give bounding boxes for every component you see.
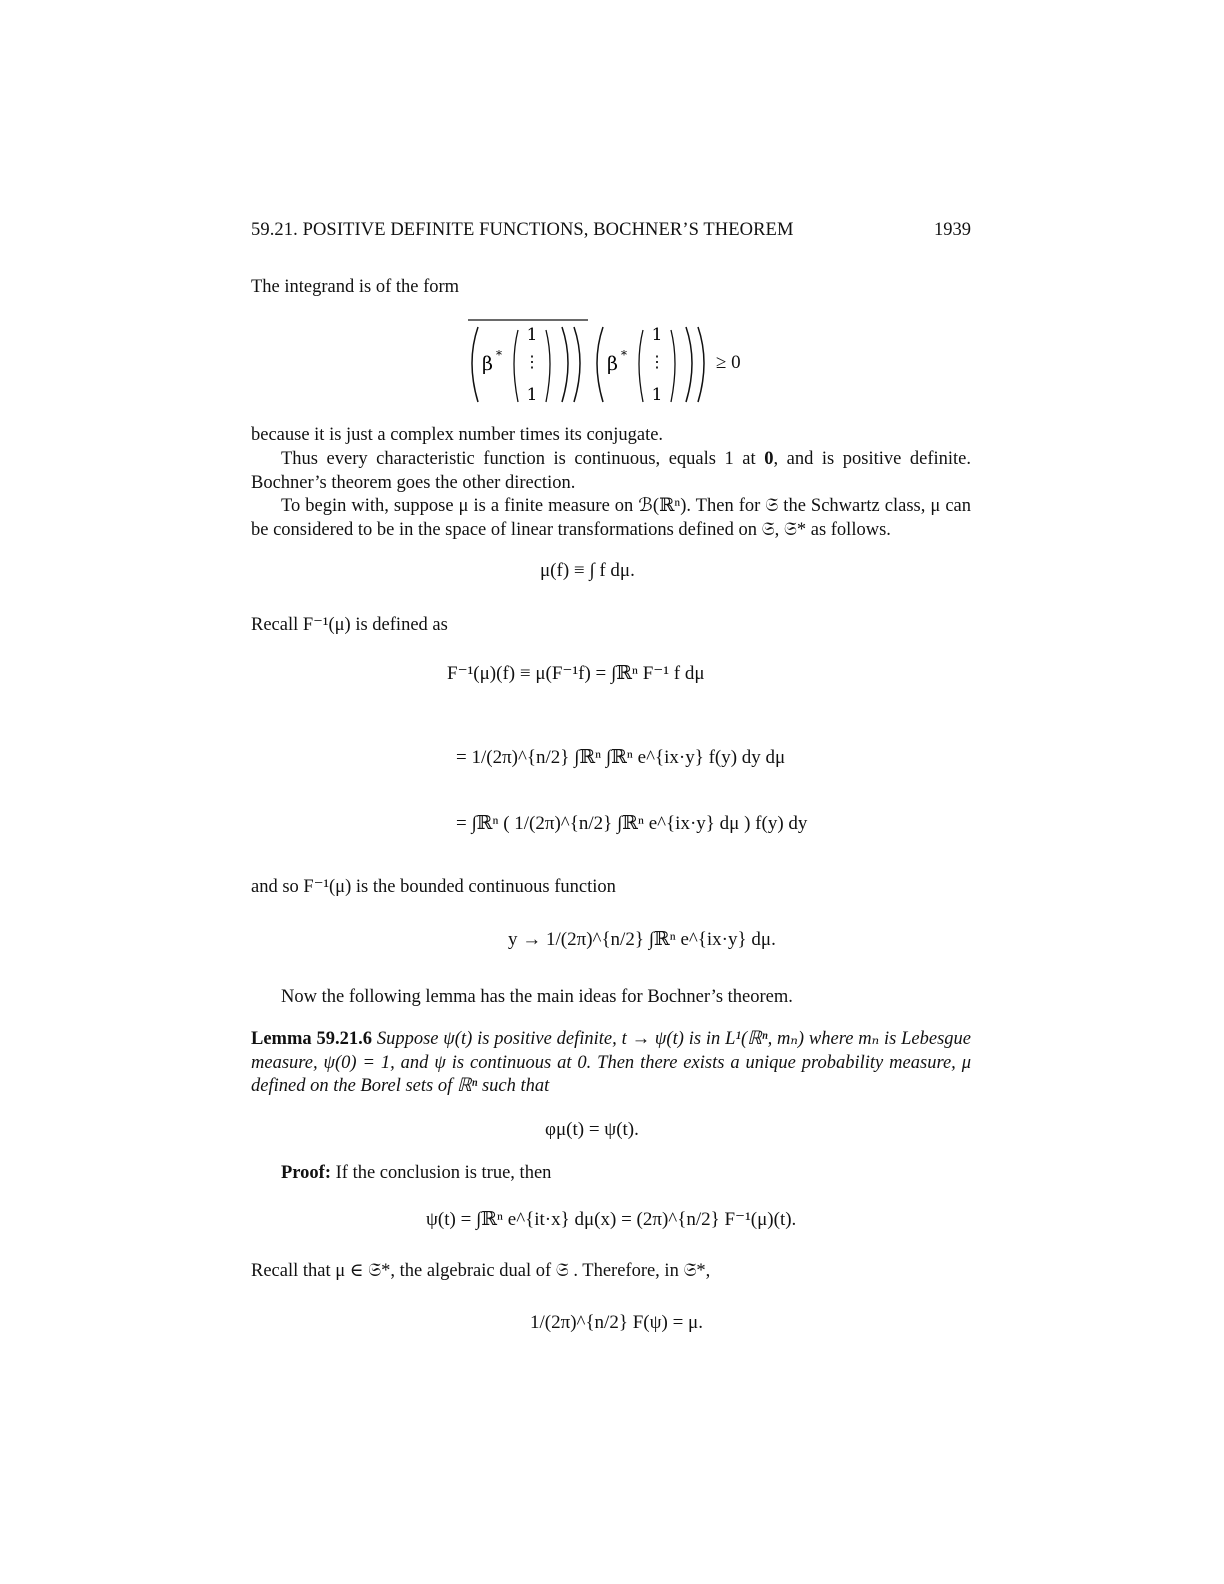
proof-paragraph [251,1162,971,1186]
paragraph-bounded-continuous: and so F⁻¹(μ) is the bounded continuous function [251,877,616,897]
equation-double-integral: = 1/(2π)^{n/2} ∫ℝⁿ ∫ℝⁿ e^{ix·y} f(y) dy dμ [456,747,786,768]
equation-mu-f: μ(f) ≡ ∫ f dμ. [540,560,635,581]
equation-fourier-psi: 1/(2π)^{n/2} F(ψ) = μ. [530,1312,703,1333]
svg-text:β: β [607,353,618,375]
p3-zero-bold: 0 [764,449,774,469]
paragraph-conjugate: because it is just a complex number times its conjugate. [251,425,664,445]
equation-inverse-def: F⁻¹(μ)(f) ≡ μ(F⁻¹f) = ∫ℝⁿ F⁻¹ f dμ [447,663,705,684]
section-title: 59.21. POSITIVE DEFINITE FUNCTIONS, BOCHNER’S THEOREM [251,220,794,240]
svg-text:*: * [621,348,627,362]
proof-label: Proof: [281,1163,331,1183]
paragraph-integrand: The integrand is of the form [251,277,460,297]
svg-text:*: * [496,348,502,362]
proof-text: If the conclusion is true, then [331,1163,552,1183]
paragraph-schwartz: To begin with, suppose μ is a finite measure on ℬ(ℝⁿ). Then for 𝔖 the Schwartz class, μ can be considered to be in the space of linear transformations defined on 𝔖, 𝔖* as follows. [251,496,971,540]
svg-text:1: 1 [526,385,538,405]
p3-text-c: , and is positive definite. Bochner’s theorem goes the other direction. [251,449,971,493]
paragraph-characteristic [251,448,971,495]
paragraph-algebraic-dual: Recall that μ ∈ 𝔖*, the algebraic dual of 𝔖 . Therefore, in 𝔖*, [251,1261,711,1281]
page-number: 1939 [934,220,971,240]
svg-text:⋮: ⋮ [649,352,665,371]
equation-integrand-form [466,312,766,412]
lemma-label: Lemma 59.21.6 [251,1029,372,1049]
equation-psi-integral: ψ(t) = ∫ℝⁿ e^{it·x} dμ(x) = (2π)^{n/2} F⁻¹(μ)(t). [426,1209,797,1230]
lemma-statement: Suppose ψ(t) is positive definite, t → ψ(t) is in L¹(ℝⁿ, mₙ) where mₙ is Lebesgue measure, ψ(0) = 1, and ψ is continuous at 0. Then there exists a unique probability measure, μ defined on the Borel sets of ℝⁿ such that [251,1029,972,1096]
svg-text:β: β [482,353,493,375]
svg-text:1: 1 [526,325,538,345]
equation-fubini: = ∫ℝⁿ ( 1/(2π)^{n/2} ∫ℝⁿ e^{ix·y} dμ ) f(y) dy [456,813,808,834]
svg-text:1: 1 [651,385,663,405]
paragraph-recall-inverse: Recall F⁻¹(μ) is defined as [251,615,448,635]
svg-text:1: 1 [651,325,663,345]
equation-function-map: y → 1/(2π)^{n/2} ∫ℝⁿ e^{ix·y} dμ. [508,929,776,950]
paragraph-lemma-intro: Now the following lemma has the main ideas for Bochner’s theorem. [281,987,793,1007]
geq-zero: ≥ 0 [716,352,741,373]
svg-text:⋮: ⋮ [524,352,540,371]
lemma-59-21-6 [251,1028,971,1099]
p3-text-a: Thus every characteristic function is continuous, equals 1 at [281,449,765,469]
running-header [251,220,971,246]
equation-char-equals-psi: φμ(t) = ψ(t). [545,1119,639,1140]
